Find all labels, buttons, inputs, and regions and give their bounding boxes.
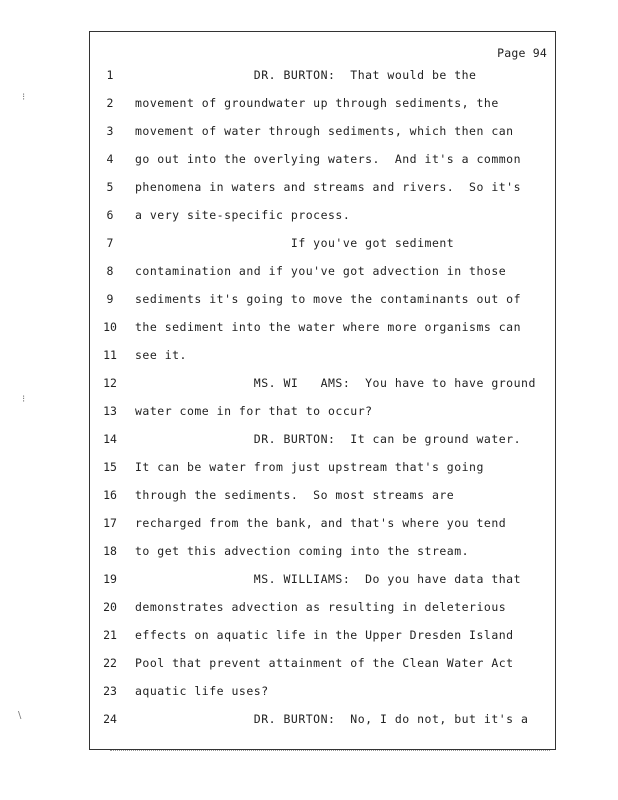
- transcript-line: [90, 712, 555, 732]
- transcript-line: [90, 544, 555, 564]
- line-text: If you've got sediment: [135, 236, 455, 250]
- line-text: It can be water from just upstream that's going: [135, 460, 484, 474]
- line-text: MS. WI AMS: You have to have ground: [135, 376, 536, 390]
- line-number: 6: [106, 208, 114, 222]
- line-text: recharged from the bank, and that's where you tend: [135, 516, 507, 530]
- line-text: DR. BURTON: That would be the: [135, 68, 477, 82]
- line-text: through the sediments. So most streams are: [135, 488, 455, 502]
- line-number: 2: [106, 96, 114, 110]
- transcript-line: [90, 516, 555, 536]
- line-text: movement of groundwater up through sediments, the: [135, 96, 499, 110]
- transcript-line: [90, 320, 555, 340]
- transcript-line: [90, 68, 555, 88]
- transcript-line: [90, 628, 555, 648]
- transcript-line: [90, 124, 555, 144]
- transcript-line: [90, 208, 555, 228]
- line-number: 16: [103, 488, 117, 502]
- transcript-line: [90, 376, 555, 396]
- line-number: 7: [106, 236, 114, 250]
- line-number: 21: [103, 628, 117, 642]
- line-number: 17: [103, 516, 117, 530]
- margin-mark-icon: ⁝: [22, 394, 26, 405]
- line-number: 15: [103, 460, 117, 474]
- line-number: 19: [103, 572, 117, 586]
- transcript-line: [90, 404, 555, 424]
- line-number: 1: [106, 68, 114, 82]
- line-text: Pool that prevent attainment of the Clean Water Act: [135, 656, 514, 670]
- line-text: the sediment into the water where more organisms can: [135, 320, 522, 334]
- transcript-line: [90, 488, 555, 508]
- transcript-line: [90, 460, 555, 480]
- margin-mark-icon: ⁝: [22, 92, 26, 103]
- transcript-page: [89, 31, 556, 750]
- line-text: DR. BURTON: No, I do not, but it's a: [135, 712, 529, 726]
- margin-mark-icon: \: [18, 710, 22, 721]
- transcript-line: [90, 432, 555, 452]
- line-number: 3: [106, 124, 114, 138]
- line-text: see it.: [135, 348, 187, 362]
- line-text: water come in for that to occur?: [135, 404, 373, 418]
- transcript-line: [90, 292, 555, 312]
- transcript-line: [90, 152, 555, 172]
- line-number: 10: [103, 320, 117, 334]
- line-text: to get this advection coming into the stream.: [135, 544, 470, 558]
- line-number: 12: [103, 376, 117, 390]
- line-text: demonstrates advection as resulting in deleterious: [135, 600, 507, 614]
- line-text: go out into the overlying waters. And it's a common: [135, 152, 522, 166]
- line-number: 20: [103, 600, 117, 614]
- line-number: 13: [103, 404, 117, 418]
- line-text: DR. BURTON: It can be ground water.: [135, 432, 522, 446]
- line-text: sediments it's going to move the contaminants out of: [135, 292, 522, 306]
- line-text: contamination and if you've got advection in those: [135, 264, 507, 278]
- transcript-line: [90, 348, 555, 368]
- page-number: Page 94: [497, 46, 547, 60]
- line-number: 14: [103, 432, 117, 446]
- transcript-line: [90, 180, 555, 200]
- transcript-line: [90, 572, 555, 592]
- scan-artifact: [110, 750, 550, 753]
- line-number: 4: [106, 152, 114, 166]
- line-number: 9: [106, 292, 114, 306]
- line-text: a very site-specific process.: [135, 208, 351, 222]
- line-number: 18: [103, 544, 117, 558]
- transcript-line: [90, 656, 555, 676]
- line-number: 23: [103, 684, 117, 698]
- line-number: 24: [103, 712, 117, 726]
- transcript-line: [90, 684, 555, 704]
- line-text: MS. WILLIAMS: Do you have data that: [135, 572, 522, 586]
- transcript-line: [90, 236, 555, 256]
- line-number: 11: [103, 348, 117, 362]
- line-text: aquatic life uses?: [135, 684, 269, 698]
- line-number: 5: [106, 180, 114, 194]
- line-number: 22: [103, 656, 117, 670]
- transcript-line: [90, 264, 555, 284]
- line-number: 8: [106, 264, 114, 278]
- line-text: phenomena in waters and streams and rivers. So it's: [135, 180, 522, 194]
- transcript-line: [90, 96, 555, 116]
- line-text: effects on aquatic life in the Upper Dresden Island: [135, 628, 514, 642]
- transcript-line: [90, 600, 555, 620]
- line-text: movement of water through sediments, which then can: [135, 124, 514, 138]
